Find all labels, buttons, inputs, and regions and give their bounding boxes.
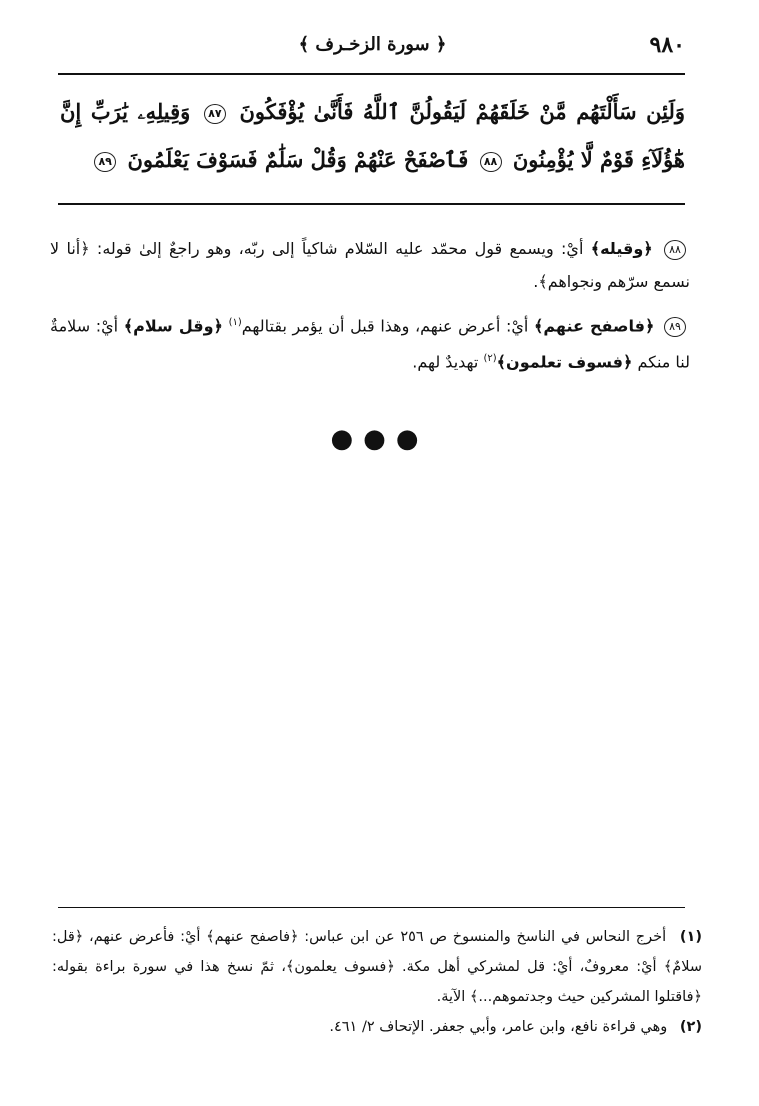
verse-89-number: ٨٩ bbox=[94, 152, 116, 172]
commentary-89-text-a: أيْ: أعرض عنهم، وهذا قبل أن يؤمر بقتالهم bbox=[241, 316, 529, 336]
quran-verses bbox=[60, 88, 685, 184]
commentary-88-number: ٨٨ bbox=[664, 240, 686, 260]
commentary-89-text-b: أيْ: سلامةٌ لنا منكم bbox=[50, 316, 690, 372]
footnote-1-number: (١) bbox=[679, 929, 702, 945]
page-number: ٩٨٠ bbox=[649, 32, 685, 58]
commentary-89-term-3: ﴿فسوف تعلمون﴾ bbox=[496, 352, 633, 372]
footnotes bbox=[52, 922, 702, 1042]
footnote-rule bbox=[58, 907, 685, 908]
commentary-89-term: ﴿فاصفح عنهم﴾ bbox=[533, 316, 655, 336]
commentary-89-term-2: ﴿وقل سلام﴾ bbox=[123, 316, 223, 336]
section-separator: ●●● bbox=[330, 424, 429, 454]
commentary bbox=[50, 232, 690, 387]
verses-rule bbox=[58, 203, 685, 205]
commentary-89-number: ٨٩ bbox=[664, 317, 686, 337]
footnote-ref-1[interactable]: (١) bbox=[228, 317, 242, 328]
footnote-2 bbox=[52, 1012, 702, 1042]
verse-87-number: ٨٧ bbox=[204, 104, 226, 124]
header-rule bbox=[58, 73, 685, 75]
verse-88-number: ٨٨ bbox=[480, 152, 502, 172]
footnote-1 bbox=[52, 922, 702, 1012]
commentary-88-term: ﴿وقيله﴾ bbox=[590, 239, 653, 258]
commentary-paragraph-89 bbox=[50, 306, 690, 379]
page-header bbox=[60, 30, 685, 66]
verse-89-text: فَٱصْفَحْ عَنْهُمْ وَقُلْ سَلَٰمٌ فَسَوْفَ يَعْلَمُونَ bbox=[127, 147, 469, 172]
footnote-2-text: وهي قراءة نافع، وابن عامر، وأبي جعفر. الإتحاف ٢/ ٤٦١. bbox=[329, 1019, 668, 1035]
verse-88-text: وَقِيلِهِۦ يَٰرَبِّ إِنَّ هَٰٓؤُلَآءِ قَوْمٌ لَّا يُؤْمِنُونَ bbox=[60, 99, 685, 172]
surah-title: ﴿ سورة الزخـرف ﴾ bbox=[298, 34, 447, 55]
commentary-paragraph-88 bbox=[50, 232, 690, 298]
footnote-1-text: أخرج النحاس في الناسخ والمنسوخ ص ٢٥٦ عن ابن عباس: ﴿فاصفح عنهم﴾ أيْ: فأعرض عنهم، ﴿قل: سلامٌ﴾ أيْ: معروفٌ، أيْ: قل لمشركي أهل مكة. ﴿فسوف يعلمون﴾، ثمّ نسخ هذا في سورة براءة بقوله: ﴿فاقتلوا المشركين حيث وجدتموهم...﴾ الآية. bbox=[52, 929, 702, 1005]
footnote-2-number: (٢) bbox=[679, 1019, 702, 1035]
commentary-88-text: أيْ: ويسمع قول محمّد عليه السّلام شاكياً إلى ربّه، وهو راجعٌ إلىٰ قوله: ﴿أنا لا نسمع سرّهم ونجواهم﴾. bbox=[50, 239, 690, 291]
verse-87-text: وَلَئِن سَأَلْتَهُم مَّنْ خَلَقَهُمْ لَيَقُولُنَّ ٱللَّهُ فَأَنَّىٰ يُؤْفَكُونَ bbox=[239, 99, 686, 124]
footnote-ref-2[interactable]: (٢) bbox=[483, 353, 497, 365]
commentary-89-text-c: تهديدٌ لهم. bbox=[412, 352, 479, 372]
